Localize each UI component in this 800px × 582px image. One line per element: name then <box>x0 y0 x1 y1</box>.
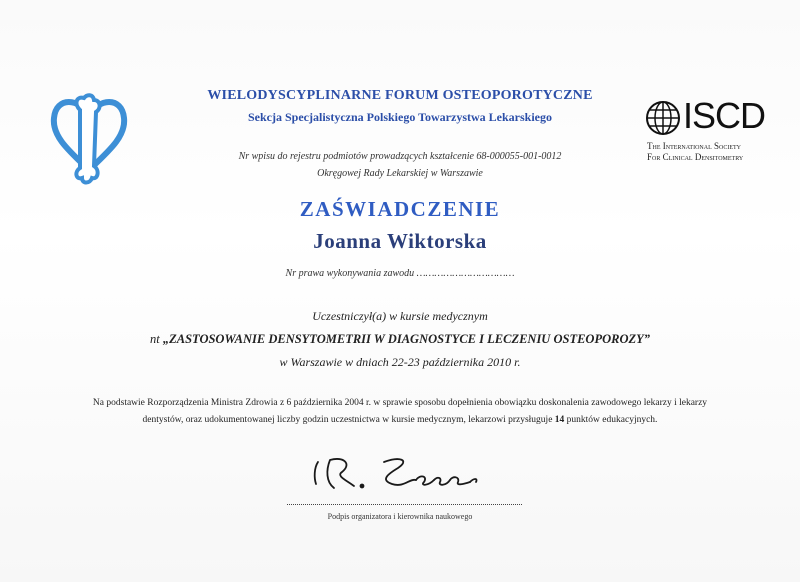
handwritten-signature-icon <box>300 450 500 500</box>
legal-line-2-suffix: punktów edukacyjnych. <box>566 415 658 425</box>
legal-line-2-prefix: dentystów, oraz udokumentowanej liczby godzin uczestnictwa w kursie medycznym, lekarzowi przysługuje <box>142 415 553 425</box>
license-number-line: Nr prawa wykonywania zawodu …………………………… <box>285 268 515 279</box>
course-dates: w Warszawie w dniach 22-23 października 2010 r. <box>279 355 521 369</box>
course-title: „ZASTOSOWANIE DENSYTOMETRII W DIAGNOSTYCE I LECZENIU OSTEOPOROZY” <box>162 332 650 346</box>
education-points: 14 <box>554 415 565 425</box>
recipient-name: Joanna Wiktorska <box>313 229 487 253</box>
registry-info <box>0 148 800 182</box>
organization-subtitle: Sekcja Specjalistyczna Polskiego Towarzystwa Lekarskiego <box>248 110 552 124</box>
signature-caption: Podpis organizatora i kierownika naukowego <box>327 512 473 521</box>
legal-line-2 <box>0 412 800 429</box>
certificate-title: ZAŚWIADCZENIE <box>299 197 501 221</box>
iscd-subtitle-line2: For Clinical Densitometry <box>647 152 744 162</box>
course-prefix: nt <box>150 332 160 346</box>
legal-line-1: Na podstawie Rozporządzenia Ministra Zdrowia z 6 października 2004 r. w sprawie sposobu dopełnienia obowiązku doskonalenia zawodowego lekarzy i lekarzy <box>92 398 708 408</box>
organization-title: WIELODYSCYPLINARNE FORUM OSTEOPOROTYCZNE <box>207 88 593 103</box>
registry-line-1: Nr wpisu do rejestru podmiotów prowadzących kształcenie 68-000055-001-0012 <box>238 151 562 162</box>
legal-basis <box>0 395 800 429</box>
course-line <box>0 332 800 347</box>
iscd-subtitle-line1: The International Society <box>647 141 741 151</box>
iscd-acronym: ISCD <box>683 95 766 136</box>
participation-statement: Uczestniczył(a) w kursie medycznym <box>312 309 488 323</box>
signature-line <box>287 504 522 505</box>
registry-line-2: Okręgowej Rady Lekarskiej w Warszawie <box>317 168 483 179</box>
